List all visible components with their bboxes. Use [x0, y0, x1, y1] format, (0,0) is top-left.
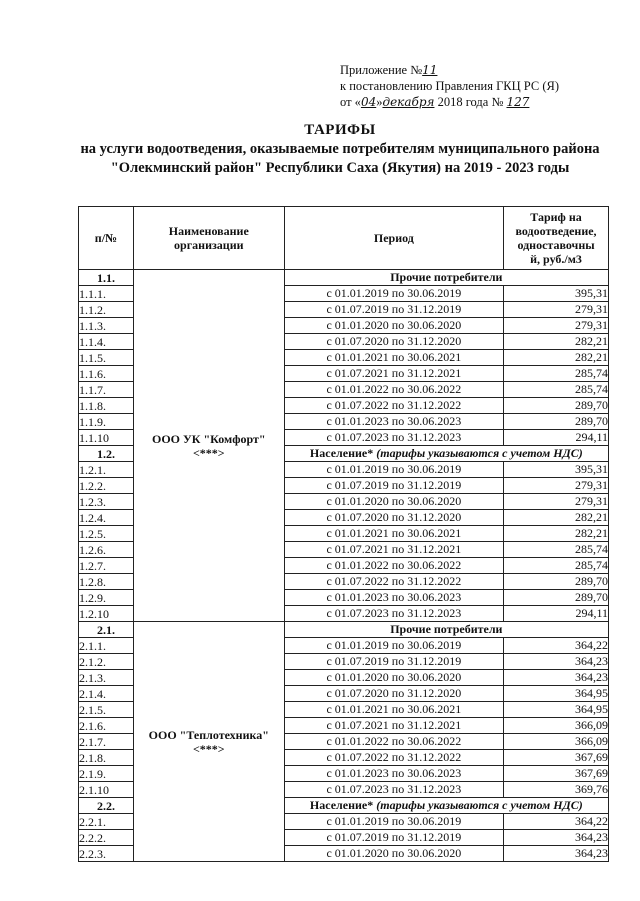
row-tariff-value: 289,70: [504, 574, 609, 590]
row-period: с 01.01.2019 по 30.06.2019: [284, 286, 503, 302]
row-tariff-value: 366,09: [504, 734, 609, 750]
row-period: с 01.01.2023 по 30.06.2023: [284, 414, 503, 430]
row-period: с 01.07.2020 по 31.12.2020: [284, 334, 503, 350]
row-tariff-value: 367,69: [504, 766, 609, 782]
row-number: 2.2.2.: [79, 830, 134, 846]
appendix-decree-number: 127: [506, 95, 530, 109]
row-number: 1.2.10: [79, 606, 134, 622]
row-number: 2.1.3.: [79, 670, 134, 686]
row-number: 1.1.10: [79, 430, 134, 446]
row-period: с 01.07.2022 по 31.12.2022: [284, 398, 503, 414]
row-number: 2.1.4.: [79, 686, 134, 702]
header-period: Период: [284, 207, 503, 270]
row-number: 1.2.2.: [79, 478, 134, 494]
header-num: п/№: [79, 207, 134, 270]
group-number: 2.1.: [79, 622, 134, 638]
row-number: 2.1.2.: [79, 654, 134, 670]
document-title-block: [60, 121, 620, 178]
row-period: с 01.07.2019 по 31.12.2019: [284, 654, 503, 670]
row-tariff-value: 279,31: [504, 302, 609, 318]
row-tariff-value: 294,11: [504, 430, 609, 446]
row-number: 1.1.9.: [79, 414, 134, 430]
row-period: с 01.01.2023 по 30.06.2023: [284, 590, 503, 606]
row-tariff-value: 282,21: [504, 510, 609, 526]
appendix-line-3: от «04»декабря 2018 года № 127: [340, 95, 530, 109]
group-number: 1.1.: [79, 270, 134, 286]
row-number: 1.1.6.: [79, 366, 134, 382]
table-body: [79, 270, 609, 862]
row-number: 2.1.10: [79, 782, 134, 798]
row-period: с 01.01.2021 по 30.06.2021: [284, 350, 503, 366]
row-tariff-value: 282,21: [504, 334, 609, 350]
row-period: с 01.01.2020 по 30.06.2020: [284, 670, 503, 686]
document-title: ТАРИФЫ: [304, 122, 376, 138]
row-period: с 01.07.2020 по 31.12.2020: [284, 510, 503, 526]
row-tariff-value: 364,23: [504, 830, 609, 846]
row-period: с 01.01.2022 по 30.06.2022: [284, 558, 503, 574]
row-number: 1.2.8.: [79, 574, 134, 590]
row-period: с 01.01.2022 по 30.06.2022: [284, 734, 503, 750]
row-period: с 01.07.2021 по 31.12.2021: [284, 718, 503, 734]
header-tariff: Тариф на водоотведение, одноставочны й, руб./м3: [504, 207, 609, 270]
row-tariff-value: 282,21: [504, 526, 609, 542]
row-tariff-value: 364,95: [504, 686, 609, 702]
row-number: 1.1.5.: [79, 350, 134, 366]
row-tariff-value: 279,31: [504, 478, 609, 494]
organization-name: ООО "Теплотехника" <***>: [133, 622, 284, 862]
row-period: с 01.01.2020 по 30.06.2020: [284, 846, 503, 862]
row-period: с 01.07.2019 по 31.12.2019: [284, 478, 503, 494]
row-period: с 01.07.2022 по 31.12.2022: [284, 574, 503, 590]
row-number: 1.2.9.: [79, 590, 134, 606]
row-period: с 01.07.2023 по 31.12.2023: [284, 606, 503, 622]
row-tariff-value: 364,23: [504, 670, 609, 686]
row-tariff-value: 285,74: [504, 542, 609, 558]
row-tariff-value: 364,95: [504, 702, 609, 718]
row-tariff-value: 279,31: [504, 318, 609, 334]
row-period: с 01.01.2019 по 30.06.2019: [284, 814, 503, 830]
group-number: 2.2.: [79, 798, 134, 814]
row-number: 1.1.4.: [79, 334, 134, 350]
row-period: с 01.01.2019 по 30.06.2019: [284, 638, 503, 654]
organization-name: ООО УК "Комфорт" <***>: [133, 270, 284, 622]
appendix-month: декабря: [382, 95, 435, 109]
row-number: 1.2.3.: [79, 494, 134, 510]
row-tariff-value: 364,22: [504, 814, 609, 830]
row-tariff-value: 364,23: [504, 846, 609, 862]
row-period: с 01.07.2023 по 31.12.2023: [284, 782, 503, 798]
row-tariff-value: 279,31: [504, 494, 609, 510]
row-number: 2.2.1.: [79, 814, 134, 830]
row-tariff-value: 395,31: [504, 286, 609, 302]
row-tariff-value: 285,74: [504, 382, 609, 398]
row-period: с 01.01.2023 по 30.06.2023: [284, 766, 503, 782]
row-number: 1.1.8.: [79, 398, 134, 414]
row-tariff-value: 285,74: [504, 366, 609, 382]
row-period: с 01.01.2019 по 30.06.2019: [284, 462, 503, 478]
row-number: 1.2.7.: [79, 558, 134, 574]
group-label: Прочие потребители: [284, 622, 608, 638]
row-number: 1.2.6.: [79, 542, 134, 558]
group-number: 1.2.: [79, 446, 134, 462]
header-org: Наименование организации: [133, 207, 284, 270]
appendix-line-1: Приложение №11: [340, 63, 438, 77]
row-number: 2.1.9.: [79, 766, 134, 782]
row-tariff-value: 289,70: [504, 590, 609, 606]
row-period: с 01.07.2021 по 31.12.2021: [284, 366, 503, 382]
organization-mark: <***>: [192, 741, 225, 756]
row-number: 2.2.3.: [79, 846, 134, 862]
row-period: с 01.01.2021 по 30.06.2021: [284, 702, 503, 718]
group-label: Население* (тарифы указываются с учетом НДС): [284, 446, 608, 462]
row-tariff-value: 285,74: [504, 558, 609, 574]
row-period: с 01.07.2022 по 31.12.2022: [284, 750, 503, 766]
row-period: с 01.07.2020 по 31.12.2020: [284, 686, 503, 702]
row-number: 1.2.4.: [79, 510, 134, 526]
row-number: 1.1.3.: [79, 318, 134, 334]
row-number: 1.1.1.: [79, 286, 134, 302]
organization-mark: <***>: [192, 445, 225, 460]
appendix-line-2: к постановлению Правления ГКЦ РС (Я): [340, 79, 560, 93]
group-label: Население* (тарифы указываются с учетом НДС): [284, 798, 608, 814]
row-tariff-value: 294,11: [504, 606, 609, 622]
row-number: 2.1.6.: [79, 718, 134, 734]
appendix-block: [340, 62, 630, 110]
row-tariff-value: 282,21: [504, 350, 609, 366]
row-number: 1.2.1.: [79, 462, 134, 478]
row-tariff-value: 364,22: [504, 638, 609, 654]
row-period: с 01.07.2021 по 31.12.2021: [284, 542, 503, 558]
row-number: 2.1.8.: [79, 750, 134, 766]
row-tariff-value: 369,76: [504, 782, 609, 798]
row-period: с 01.01.2020 по 30.06.2020: [284, 318, 503, 334]
row-tariff-value: 366,09: [504, 718, 609, 734]
row-period: с 01.07.2019 по 31.12.2019: [284, 830, 503, 846]
row-tariff-value: 395,31: [504, 462, 609, 478]
appendix-day: 04: [360, 95, 377, 109]
row-tariff-value: 367,69: [504, 750, 609, 766]
row-tariff-value: 364,23: [504, 654, 609, 670]
row-tariff-value: 289,70: [504, 414, 609, 430]
row-number: 2.1.7.: [79, 734, 134, 750]
row-period: с 01.01.2020 по 30.06.2020: [284, 494, 503, 510]
row-number: 1.1.2.: [79, 302, 134, 318]
group-header-row: [79, 622, 609, 638]
row-period: с 01.01.2022 по 30.06.2022: [284, 382, 503, 398]
document-subtitle: на услуги водоотведения, оказываемые потребителям муниципального района "Олекминский район" Республики Саха (Якутия) на 2019 - 2023 годы: [80, 141, 600, 176]
row-period: с 01.07.2023 по 31.12.2023: [284, 430, 503, 446]
row-number: 2.1.5.: [79, 702, 134, 718]
row-period: с 01.07.2019 по 31.12.2019: [284, 302, 503, 318]
table-header-row: [79, 207, 609, 270]
row-number: 1.2.5.: [79, 526, 134, 542]
row-period: с 01.01.2021 по 30.06.2021: [284, 526, 503, 542]
row-tariff-value: 289,70: [504, 398, 609, 414]
group-label: Прочие потребители: [284, 270, 608, 286]
group-header-row: [79, 270, 609, 286]
row-number: 2.1.1.: [79, 638, 134, 654]
row-number: 1.1.7.: [79, 382, 134, 398]
appendix-number: 11: [422, 63, 438, 77]
tariff-table: [78, 206, 609, 862]
